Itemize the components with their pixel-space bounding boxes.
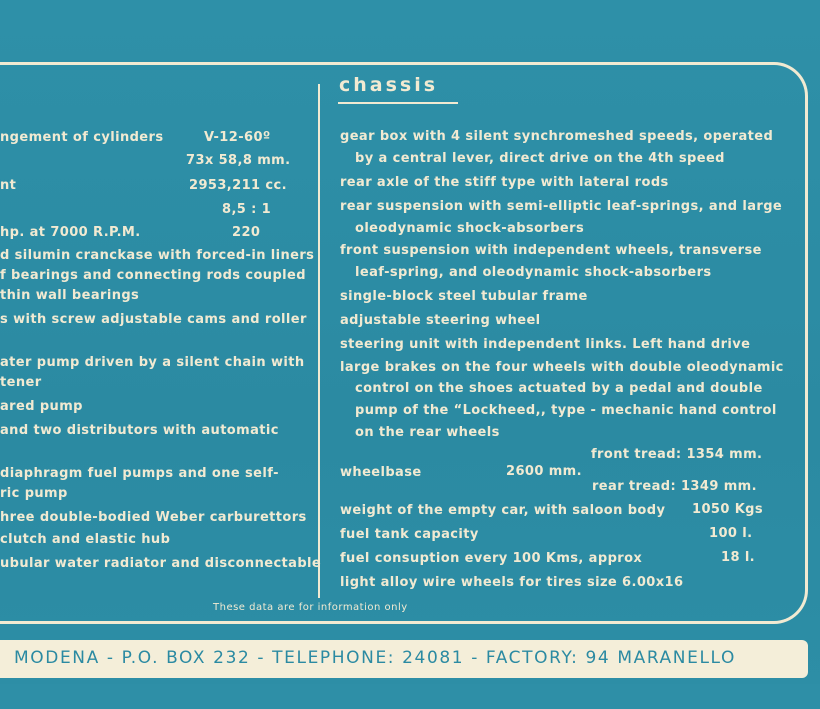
spec-line: fuel consuption every 100 Kms, approx: [340, 551, 643, 566]
spec-line: ater pump driven by a silent chain with: [0, 355, 305, 370]
wheelbase-label: wheelbase: [340, 465, 422, 480]
spec-value: 8,5 : 1: [222, 202, 272, 217]
spec-line: rear axle of the stiff type with lateral rods: [340, 175, 669, 190]
disclaimer-note: These data are for information only: [213, 602, 408, 613]
spec-line: s with screw adjustable cams and roller: [0, 312, 307, 327]
spec-line: leaf-spring, and oleodynamic shock-absorbers: [355, 265, 712, 280]
spec-line: single-block steel tubular frame: [340, 289, 588, 304]
spec-line: rear suspension with semi-elliptic leaf-springs, and large: [340, 199, 783, 214]
footer-band: [0, 640, 808, 678]
bottom-band: [0, 684, 820, 709]
spec-line: hp. at 7000 R.P.M.: [0, 225, 141, 240]
heading-underline: [338, 102, 458, 104]
spec-line: adjustable steering wheel: [340, 313, 541, 328]
spec-line: by a central lever, direct drive on the 4th speed: [355, 151, 725, 166]
spec-line: ared pump: [0, 399, 83, 414]
spec-line: fuel tank capacity: [340, 527, 479, 542]
spec-value: 2953,211 cc.: [189, 178, 287, 193]
section-heading: chassis: [339, 74, 439, 96]
spec-line: control on the shoes actuated by a pedal and double: [355, 381, 763, 396]
spec-line: and two distributors with automatic: [0, 423, 279, 438]
spec-line: weight of the empty car, with saloon body: [340, 503, 666, 518]
spec-line: steering unit with independent links. Left hand drive: [340, 337, 751, 352]
spec-line: thin wall bearings: [0, 288, 140, 303]
wheelbase-value: 2600 mm.: [506, 464, 582, 479]
spec-line: large brakes on the four wheels with double oleodynamic: [340, 360, 784, 375]
spec-line: ric pump: [0, 486, 68, 501]
spec-line: nt: [0, 178, 17, 193]
spec-line: oleodynamic shock-absorbers: [355, 221, 585, 236]
spec-line: clutch and elastic hub: [0, 532, 171, 547]
spec-line: pump of the “Lockheed,, type - mechanic hand control: [355, 403, 777, 418]
spec-line: ngement of cylinders: [0, 130, 164, 145]
spec-value: 220: [232, 225, 261, 240]
spec-value: 100 l.: [709, 526, 753, 541]
spec-line: tener: [0, 375, 42, 390]
spec-line: front suspension with independent wheels, transverse: [340, 243, 762, 258]
spec-line: light alloy wire wheels for tires size 6.00x16: [340, 575, 684, 590]
spec-value: 73x 58,8 mm.: [186, 153, 291, 168]
spec-line: f bearings and connecting rods coupled: [0, 268, 306, 283]
column-divider: [318, 84, 320, 598]
footer-address: MODENA - P.O. BOX 232 - TELEPHONE: 24081 - FACTORY: 94 MARANELLO: [14, 648, 736, 668]
spec-line: d silumin cranckase with forced-in liners: [0, 248, 315, 263]
rear-tread: rear tread: 1349 mm.: [592, 479, 757, 494]
spec-line: on the rear wheels: [355, 425, 500, 440]
spec-line: gear box with 4 silent synchromeshed speeds, operated: [340, 129, 774, 144]
spec-line: ubular water radiator and disconnectable: [0, 556, 322, 571]
front-tread: front tread: 1354 mm.: [591, 447, 763, 462]
spec-line: hree double-bodied Weber carburettors: [0, 510, 307, 525]
spec-value: 1050 Kgs: [692, 502, 764, 517]
spec-value: 18 l.: [721, 550, 756, 565]
spec-value: V-12-60º: [204, 130, 271, 145]
spec-line: diaphragm fuel pumps and one self-: [0, 466, 279, 481]
